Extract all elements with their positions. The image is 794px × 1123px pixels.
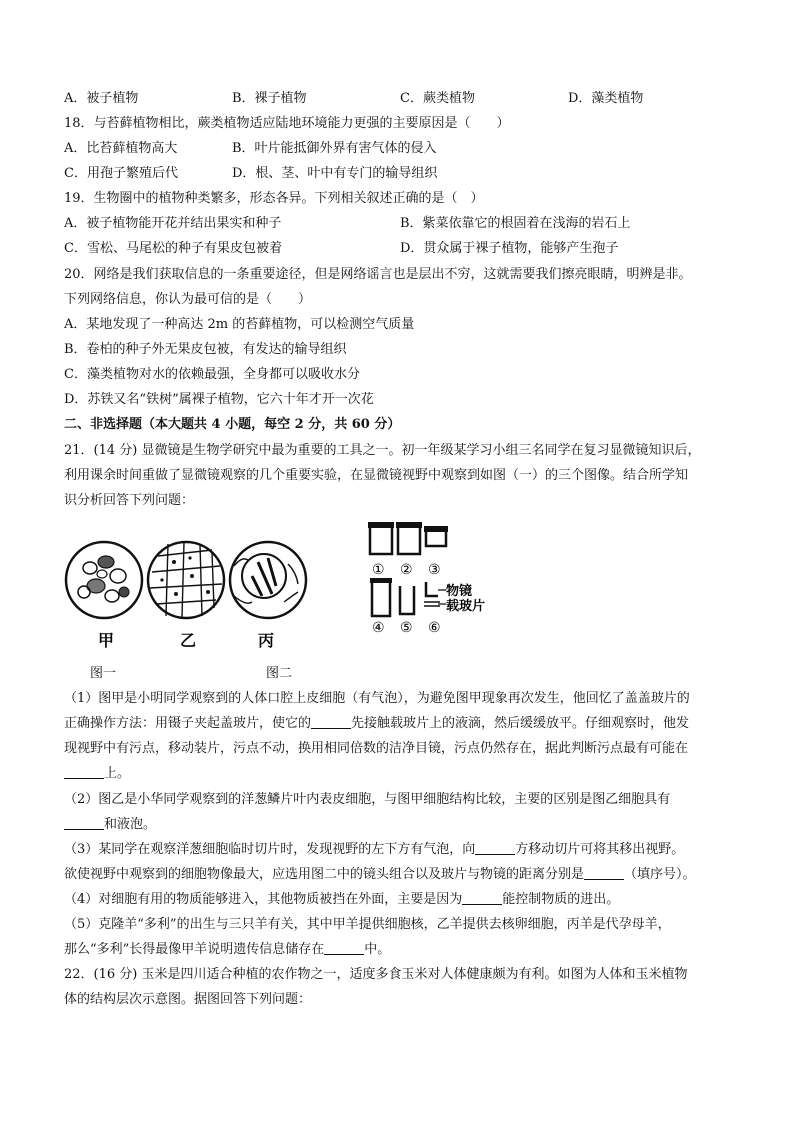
num-3: ③ [428, 562, 441, 578]
field-of-view-jia [66, 542, 142, 618]
objective-4 [370, 578, 392, 616]
num-5: ⑤ [400, 620, 413, 636]
q21-part1-text-c: 上。 [104, 766, 131, 781]
answer-blank-5[interactable] [584, 867, 624, 880]
q21-line3: 识分析回答下列问题： [64, 493, 195, 508]
figure-2-lenses [366, 518, 506, 638]
q22-line2: 体的结构层次示意图。据图回答下列问题： [64, 992, 312, 1007]
q21-part3-line1 [64, 841, 684, 859]
q19-option-b: B．紫菜依靠它的根固着在浅海的岩石上 [400, 216, 631, 231]
q20-option-a: A．某地发现了一种高达 2m 的苔藓植物，可以检测空气质量 [64, 317, 415, 332]
label-jia: 甲 [98, 631, 115, 650]
q20-option-b: B．卷柏的种子外无果皮包被，有发达的输导组织 [64, 342, 347, 357]
q18-option-d: D．根、茎、叶中有专门的输导组织 [232, 166, 438, 181]
q19-option-a: A．被子植物能开花并结出果实和种子 [64, 216, 282, 231]
num-2: ② [400, 562, 413, 578]
q20-option-d: D．苏铁又名“铁树”属裸子植物，它六十年才开一次花 [64, 392, 374, 407]
q21-part1-line3: 现视野中有污点，移动装片，污点不动，换用相同倍数的洁净目镜，污点仍然存在，据此判断污点最有可能在 [64, 741, 689, 756]
q18-option-a: A．比苔藓植物高大 [64, 141, 178, 156]
objective-6-and-slide [424, 582, 446, 606]
q19-option-d: D．贯众属于裸子植物，能够产生孢子 [400, 241, 619, 256]
q19-option-c: C．雪松、马尾松的种子有果皮包被着 [64, 241, 282, 256]
q21-part1-line4 [64, 765, 130, 783]
q21-part3-line2 [64, 866, 696, 884]
objective-5 [400, 586, 414, 614]
eyepiece-2 [396, 522, 422, 554]
answer-blank-6[interactable] [462, 892, 502, 905]
q21-part5-line2 [64, 941, 390, 959]
q19-stem: 19．生物圈中的植物种类繁多，形态各异。下列相关叙述正确的是（ ） [64, 191, 484, 206]
label-objective: 物镜 [446, 584, 473, 599]
q21-part3-text-b: 方移动切片可将其移出视野。 [515, 842, 685, 857]
num-6: ⑥ [428, 620, 441, 636]
answer-blank-2[interactable] [64, 766, 104, 779]
q17-option-d: D．藻类植物 [568, 91, 644, 106]
q17-option-a: A．被子植物 [64, 91, 139, 106]
field-of-view-yi [148, 542, 224, 618]
q21-part1-line1: （1）图甲是小明同学观察到的人体口腔上皮细胞（有气泡），为避免图甲现象再次发生，他回忆了盖盖玻片的 [64, 691, 690, 706]
figure-1-cells [62, 536, 310, 654]
q21-part1-text-a: 正确操作方法：用镊子夹起盖玻片，使它的 [64, 716, 312, 731]
field-of-view-bing [230, 542, 306, 618]
label-yi: 乙 [180, 631, 197, 650]
q21-part1-text-b: 先接触载玻片上的液滴，然后缓缓放平。仔细观察时，他发 [351, 716, 690, 731]
num-1: ① [372, 562, 385, 578]
q18-stem: 18．与苔藓植物相比，蕨类植物适应陆地环境能力更强的主要原因是（ ） [64, 116, 510, 131]
caption-figure-2: 图二 [266, 666, 293, 681]
q21-part5-text-a: 那么“多利”长得最像甲羊说明遗传信息储存在 [64, 942, 325, 957]
q20-option-c: C．藻类植物对水的依赖最强，全身都可以吸收水分 [64, 367, 360, 382]
answer-blank-3[interactable] [64, 817, 104, 830]
q18-option-b: B．叶片能抵御外界有害气体的侵入 [232, 141, 437, 156]
q21-part5-line1: （5）克隆羊“多利”的出生与三只羊有关，其中甲羊提供细胞核，乙羊提供去核卵细胞，丙羊是代孕母羊， [64, 917, 671, 932]
q21-line1: 21．(14 分) 显微镜是生物学研究中最为重要的工具之一。初一年级某学习小组三名同学在复习显微镜知识后， [64, 443, 701, 458]
q21-part2-text: 和液泡。 [104, 817, 157, 832]
label-slide: 载玻片 [446, 599, 486, 614]
q21-line2: 利用课余时间重做了显微镜观察的几个重要实验，在显微镜视野中观察到如图（一）的三个图像。结合所学知 [64, 468, 689, 483]
q20-stem-line2: 下列网络信息，你认为最可信的是（ ） [64, 292, 312, 307]
q21-part1-line2 [64, 715, 689, 733]
q21-part3-text-c: 欲使视野中观察到的细胞物像最大，应选用图二中的镜头组合以及玻片与物镜的距离分别是 [64, 867, 585, 882]
caption-figure-1: 图一 [90, 666, 117, 681]
num-4: ④ [372, 620, 385, 636]
q21-part3-text-a: （3）某同学在观察洋葱细胞临时切片时，发现视野的左下方有气泡，向 [64, 842, 476, 857]
q17-option-c: C．蕨类植物 [400, 91, 475, 106]
answer-blank-4[interactable] [475, 842, 515, 855]
q21-part4 [64, 891, 619, 909]
q21-part2-line1: （2）图乙是小华同学观察到的洋葱鳞片叶内表皮细胞，与图甲细胞结构比较，主要的区别是图乙细胞具有 [64, 792, 671, 807]
section-heading: 二、非选择题（本大题共 4 小题，每空 2 分，共 60 分） [64, 417, 401, 432]
eyepiece-3 [424, 526, 448, 546]
q18-option-c: C．用孢子繁殖后代 [64, 166, 178, 181]
label-bing: 丙 [258, 631, 275, 650]
eyepiece-1 [368, 522, 394, 554]
q21-part4-text-b: 能控制物质的进出。 [502, 892, 620, 907]
q20-stem-line1: 20．网络是我们获取信息的一条重要途径，但是网络谣言也是层出不穷，这就需要我们擦亮眼睛，明辨是非。 [64, 267, 692, 282]
answer-blank-7[interactable] [324, 942, 364, 955]
q21-part3-text-d: （填序号）。 [624, 867, 696, 882]
q17-option-b: B．裸子植物 [232, 91, 307, 106]
q21-part2-line2 [64, 816, 156, 834]
q21-part4-text-a: （4）对细胞有用的物质能够进入，其他物质被挡在外面，主要是因为 [64, 892, 463, 907]
q22-line1: 22．(16 分) 玉米是四川适合种植的农作物之一，适度多食玉米对人体健康颇为有利。如图为人体和玉米植物 [64, 967, 688, 982]
q21-part5-text-b: 中。 [364, 942, 391, 957]
answer-blank-1[interactable] [311, 716, 351, 729]
